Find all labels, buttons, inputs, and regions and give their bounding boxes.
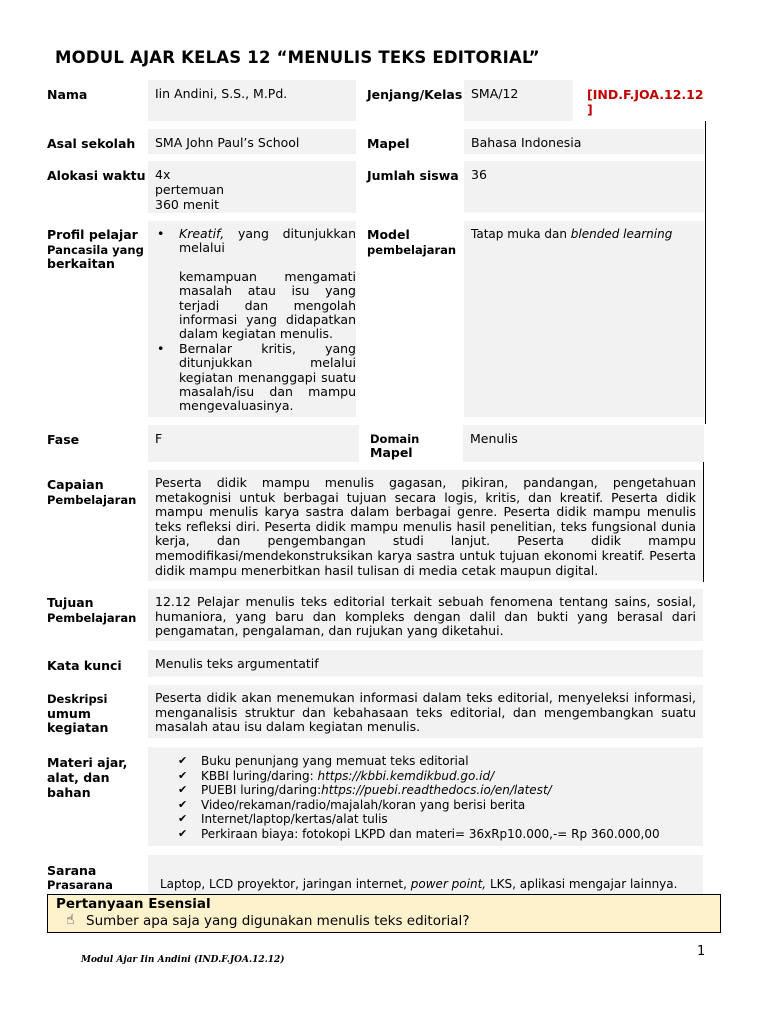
materi-label-line3: bahan (47, 785, 91, 800)
profil-label-line1: Profil pelajar (47, 227, 138, 242)
materi-label-line2: alat, dan (47, 770, 110, 785)
capaian-label-line1: Capaian (47, 477, 104, 492)
module-code-line2: ] (587, 102, 593, 117)
checkmark-icon: ✔ (178, 812, 188, 826)
sarana-text-2: LKS, aplikasi mengajar lainnya. (489, 877, 678, 891)
materi-item-text: KBBI luring/daring: (201, 768, 318, 783)
profil-label-line3: berkaitan (47, 256, 115, 271)
table-border-line (703, 462, 704, 582)
label-alokasi-waktu: Alokasi waktu (47, 168, 146, 183)
alokasi-line2: pertemuan (155, 182, 225, 197)
deskripsi-label-line3: kegiatan (47, 720, 109, 735)
profil-bullet-bernalar: • Bernalar kritis, yang ditunjukkan melalui kegiatan menanggapi suatu masalah/isu dan mampu mengevaluasinya. (179, 342, 356, 414)
value-model-pembelajaran (464, 221, 704, 417)
esensial-question-row (56, 913, 712, 930)
profil-kreatif-italic: Kreatif, (179, 226, 225, 241)
jumlah-text: 36 (471, 167, 487, 182)
label-nama: Nama (47, 87, 88, 102)
deskripsi-label-line1: Deskripsi (47, 692, 108, 706)
materi-item-text: PUEBI luring/daring: (201, 783, 322, 798)
value-capaian-pembelajaran: Peserta didik mampu menulis gagasan, pikiran, pandangan, pengetahuan metakognisi untuk berbagai tujuan secara logis, kritis, dan kreatif. Peserta didik mampu menulis karya sastra dalam berbagai genre. Peserta didik mampu menulis teks refleksi diri. Peserta didik mampu menulis hasil penelitian, teks fungsional dunia kerja, dan pengembangan studi lanjut. Peserta didik mampu memodifikasi/mendekonstruksikan karya sastra untuk tujuan ekonomi kreatif. Peserta didik mampu menerbitkan hasil tulisan di media cetak maupun digital. (148, 470, 703, 581)
label-profil-pelajar (47, 228, 144, 272)
materi-item-text: Perkiraan biaya: fotokopi LKPD dan materi= 36xRp10.000,-= Rp 360.000,00 (201, 826, 660, 841)
capaian-label-line2: Pembelajaran (47, 492, 137, 507)
value-materi-ajar (148, 747, 703, 846)
esensial-question: Sumber apa saja yang digunakan menulis teks editorial? (86, 913, 470, 929)
model-label-line1: Model (367, 227, 410, 242)
value-profil-pelajar (148, 221, 356, 417)
domain-label-line1: Domain (370, 432, 420, 446)
materi-item (178, 797, 696, 813)
materi-label-line1: Materi ajar, (47, 755, 128, 770)
fase-text: F (155, 431, 163, 446)
profil-bullet-kreatif (179, 227, 356, 342)
materi-item (178, 812, 696, 827)
alokasi-line3: 360 menit (155, 197, 219, 212)
checkmark-icon: ✔ (178, 768, 188, 782)
label-kata-kunci: Kata kunci (47, 658, 122, 673)
domain-text: Menulis (470, 431, 518, 446)
label-materi-ajar (47, 755, 127, 800)
materi-item (178, 826, 696, 842)
footer-text: Modul Ajar Iin Andini (IND.F.JOA.12.12) (81, 955, 285, 965)
materi-item (178, 783, 696, 798)
sarana-label-line1: Sarana (47, 863, 97, 878)
label-deskripsi-umum-kegiatan (47, 692, 108, 736)
materi-list (155, 754, 696, 842)
profil-kreatif-rest: yang ditunjukkan melalui (179, 226, 356, 256)
checkmark-icon: ✔ (178, 783, 188, 797)
materi-item (178, 754, 696, 769)
model-text: Tatap muka dan (471, 227, 567, 241)
value-deskripsi-umum-kegiatan: Peserta didik akan menemukan informasi dalam teks editorial, menyeleksi informasi, menganalisis struktur dan kebahasaan teks editorial, dan mengembangkan suatu masalah atau isu dalam kegiatan menulis. (148, 685, 703, 738)
model-label-line2: pembelajaran (367, 242, 457, 257)
pointing-hand-icon: ☝ (66, 912, 75, 928)
checkmark-icon: ✔ (178, 826, 188, 840)
sarana-text-italic: power point, (410, 877, 487, 891)
pertanyaan-esensial-box (47, 894, 721, 933)
value-domain-mapel (463, 425, 704, 462)
tujuan-label-line2: Pembelajaran (47, 610, 137, 625)
profil-label-line2: Pancasila yang (47, 242, 144, 257)
page-title: MODUL AJAR KELAS 12 “MENULIS TEKS EDITORIAL” (55, 48, 540, 67)
label-fase: Fase (47, 432, 80, 447)
kata-text: Menulis teks argumentatif (155, 656, 319, 671)
sarana-text: Laptop, LCD proyektor, jaringan internet, (160, 877, 407, 891)
module-code-line1: [IND.F.JOA.12.12 (587, 87, 704, 102)
value-jumlah-siswa (464, 161, 704, 213)
profil-kreatif-detail: kemampuan mengamati masalah atau isu yang terjadi dan mengolah informasi yang didapatkan dalam kegiatan menulis. (179, 268, 356, 342)
materi-item-text: Internet/laptop/kertas/alat tulis (201, 812, 388, 827)
value-jenjang (464, 80, 573, 121)
checkmark-icon: ✔ (178, 754, 188, 767)
value-asal-sekolah (148, 129, 356, 154)
label-mapel: Mapel (367, 136, 410, 151)
materi-item-text: Video/rekaman/radio/majalah/koran yang berisi berita (201, 797, 526, 812)
asal-text: SMA John Paul’s School (155, 135, 300, 150)
label-jenjang: Jenjang/Kelas (367, 87, 463, 102)
value-tujuan-pembelajaran: 12.12 Pelajar menulis teks editorial terkait sebuah fenomena tentang sains, sosial, humaniora, yang baru dan kompleks dengan dalil dan bukti yang berasal dari pengamatan, pengalaman, dan rujukan yang diketahui. (148, 589, 703, 641)
module-code (587, 87, 704, 117)
value-nama (148, 80, 356, 121)
deskripsi-label-line2: umum (47, 705, 91, 721)
label-domain-mapel (370, 432, 419, 460)
materi-item-link[interactable]: https://kbbi.kemdikbud.go.id/ (317, 768, 495, 783)
table-border-line (705, 121, 706, 424)
value-alokasi-waktu (148, 161, 356, 213)
value-sarana-prasarana (148, 855, 703, 895)
value-fase (148, 425, 359, 462)
label-capaian-pembelajaran (47, 478, 136, 507)
page-number: 1 (697, 944, 706, 959)
label-jumlah-siswa: Jumlah siswa (367, 168, 459, 183)
domain-label-line2: Mapel (370, 445, 413, 460)
mapel-text: Bahasa Indonesia (471, 135, 582, 150)
materi-item (178, 768, 696, 784)
value-kata-kunci (148, 650, 703, 677)
materi-item-text: Buku penunjang yang memuat teks editorial (201, 754, 469, 768)
model-text-italic: blended learning (570, 227, 673, 241)
nama-text: Iin Andini, S.S., M.Pd. (155, 86, 288, 101)
checkmark-icon: ✔ (178, 797, 188, 811)
alokasi-line1: 4x (155, 167, 171, 182)
label-sarana-prasarana (47, 863, 113, 893)
materi-item-link[interactable]: https://puebi.readthedocs.io/en/latest/ (321, 783, 552, 798)
value-mapel (464, 129, 704, 154)
sarana-label-line2: Prasarana (47, 878, 113, 892)
esensial-title: Pertanyaan Esensial (56, 896, 211, 912)
label-tujuan-pembelajaran (47, 596, 136, 625)
label-model-pembelajaran (367, 228, 456, 257)
label-asal-sekolah: Asal sekolah (47, 136, 136, 151)
jenjang-text: SMA/12 (471, 86, 519, 101)
tujuan-label-line1: Tujuan (47, 595, 94, 610)
